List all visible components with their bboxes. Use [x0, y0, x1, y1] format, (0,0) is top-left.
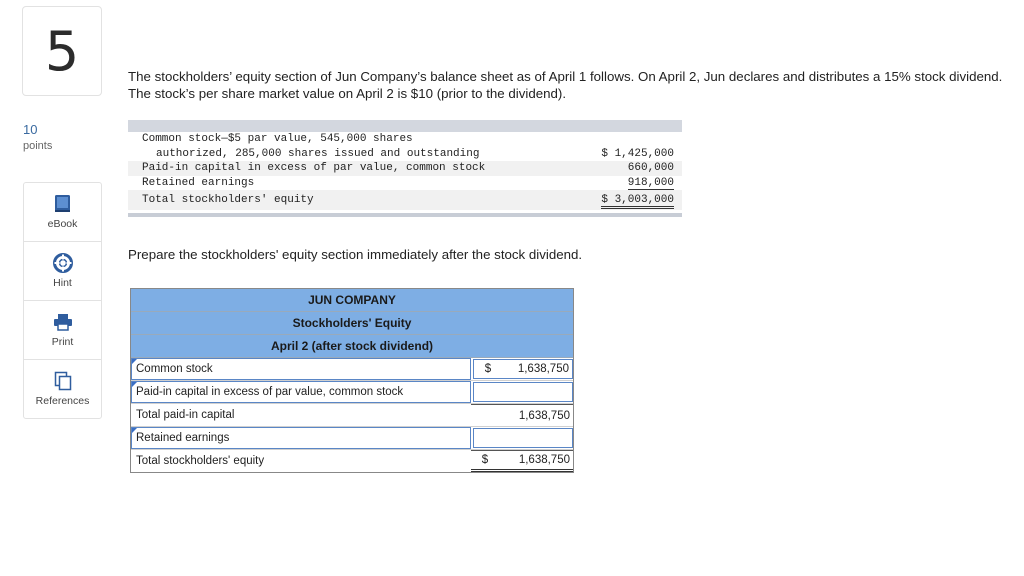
table-row: [128, 147, 682, 162]
points-value: 10: [23, 122, 38, 137]
total-paid-in-label: Total paid-in capital: [136, 409, 235, 421]
row-label: Paid-in capital in excess of par value, common stock: [128, 161, 568, 176]
amount-value: 1,638,750: [518, 454, 570, 466]
row-amount: $ 1,425,000: [601, 147, 674, 160]
row-amount: 918,000: [627, 176, 674, 189]
company-name: JUN COMPANY: [131, 289, 573, 312]
row-amount: [568, 132, 682, 147]
ebook-button[interactable]: [24, 183, 101, 242]
input-flag-icon: [132, 359, 137, 364]
answer-row-common-stock: [131, 358, 573, 381]
instruction-text: Prepare the stockholders' equity section immediately after the stock dividend.: [128, 247, 583, 262]
row-label: Total stockholders' equity: [128, 190, 568, 210]
points-label: points: [23, 140, 53, 152]
retained-earnings-label-field[interactable]: Retained earnings: [131, 427, 471, 449]
row-amount: 660,000: [568, 161, 682, 176]
references-button[interactable]: [24, 360, 101, 418]
question-text: The stockholders’ equity section of Jun Company’s balance sheet as of April 1 follows. On April 2, Jun declares and distributes a 15% stock dividend. The stock’s per share market value on April 2 is $10 (prior to the dividend).: [128, 69, 1003, 101]
question-number: 5: [44, 19, 80, 83]
hint-button[interactable]: [24, 242, 101, 301]
paid-in-capital-label-field[interactable]: Paid-in capital in excess of par value, common stock: [131, 381, 471, 403]
given-equity-table: [128, 120, 682, 217]
currency-symbol: $: [481, 454, 489, 466]
answer-table: [130, 288, 574, 473]
amount-value: 1,638,750: [518, 409, 570, 422]
input-flag-icon: [132, 382, 137, 387]
book-icon: [53, 194, 73, 214]
currency-symbol: $: [484, 363, 492, 375]
ebook-label: eBook: [47, 218, 78, 230]
table-row: [128, 161, 682, 176]
documents-icon: [53, 371, 73, 391]
table-row: [128, 190, 682, 210]
answer-row-retained-earnings: [131, 427, 573, 450]
row-label: authorized, 285,000 shares issued and outstanding: [156, 147, 480, 160]
total-equity-label: Total stockholders' equity: [136, 455, 265, 467]
tools-panel: [23, 182, 102, 419]
statement-title: Stockholders' Equity: [131, 312, 573, 335]
table-top-bar: [128, 120, 682, 132]
hint-label: Hint: [53, 277, 72, 289]
total-paid-in-amount: [471, 404, 573, 426]
statement-date: April 2 (after stock dividend): [131, 335, 573, 358]
print-label: Print: [51, 336, 74, 348]
total-equity-amount: [471, 450, 573, 472]
table-row: [128, 132, 682, 147]
row-label: Common stock—$5 par value, 545,000 shares: [142, 133, 413, 145]
paid-in-capital-amount-field[interactable]: [473, 382, 573, 402]
print-button[interactable]: [24, 301, 101, 360]
table-row: [128, 176, 682, 191]
answer-row-total-paid-in: [131, 404, 573, 427]
references-label: References: [35, 395, 90, 407]
row-amount: $ 3,003,000: [601, 194, 674, 209]
lifebuoy-icon: [53, 253, 73, 273]
answer-row-total-equity: [131, 450, 573, 472]
common-stock-amount-field[interactable]: [473, 359, 573, 379]
input-flag-icon: [132, 428, 137, 433]
retained-earnings-amount-field[interactable]: [473, 428, 573, 448]
answer-row-paid-in-capital: [131, 381, 573, 404]
row-label: Retained earnings: [142, 176, 255, 189]
common-stock-label-field[interactable]: Common stock: [131, 358, 471, 380]
table-bottom-bar: [128, 213, 682, 217]
question-number-box: [22, 6, 102, 96]
amount-value: 1,638,750: [517, 363, 569, 375]
printer-icon: [53, 312, 73, 332]
